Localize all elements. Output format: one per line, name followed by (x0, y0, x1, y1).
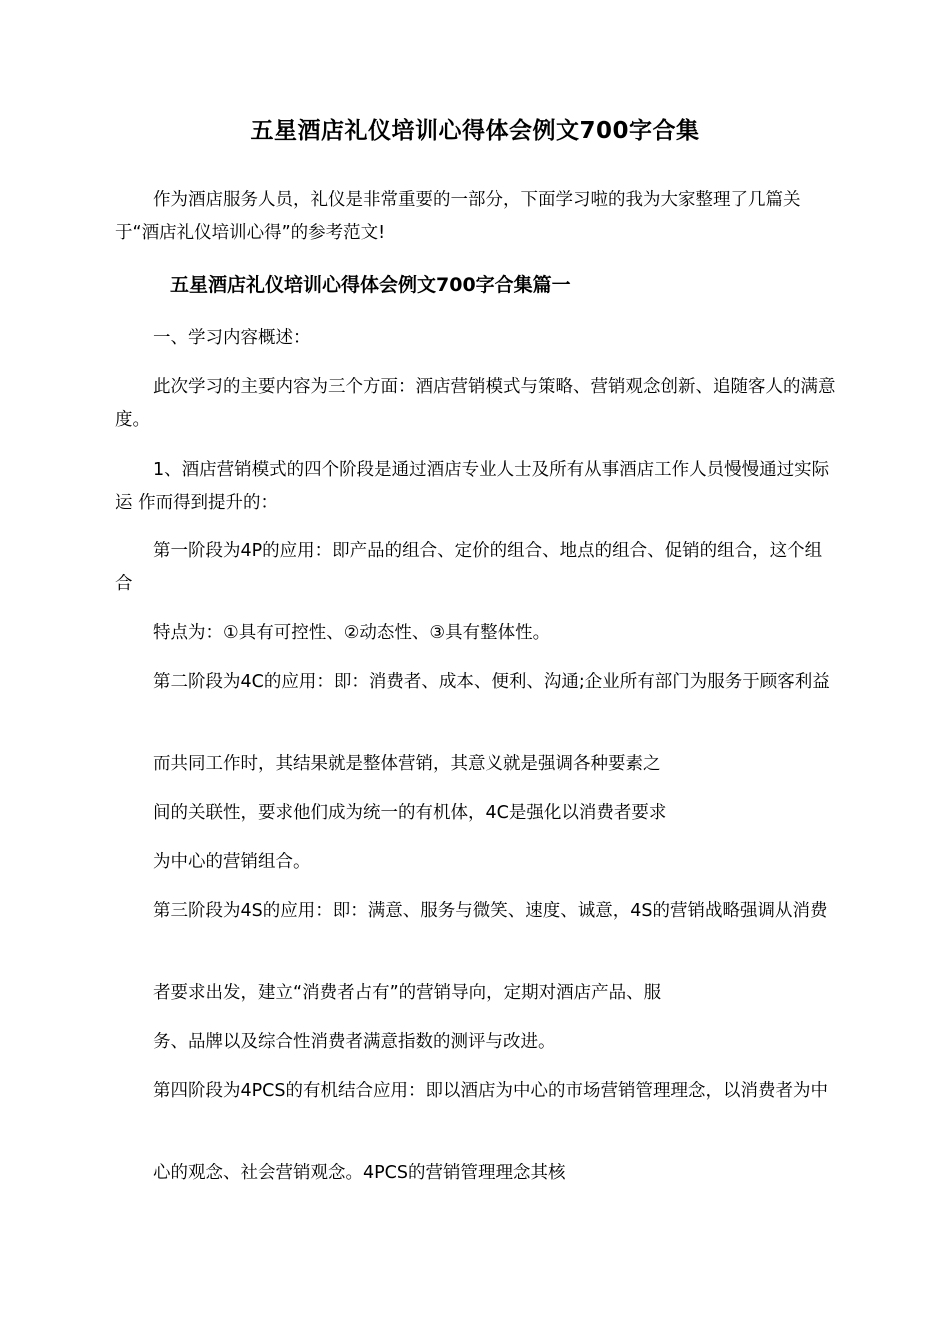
paragraph: 特点为：①具有可控性、②动态性、③具有整体性。 (153, 623, 551, 643)
paragraph: 心的观念、社会营销观念。4PCS的营销管理理念其核 (153, 1163, 566, 1183)
paragraph: 间的关联性，要求他们成为统一的有机体，4C是强化以消费者要求 (153, 803, 667, 823)
paragraph: 第三阶段为4S的应用：即：满意、服务与微笑、速度、诚意，4S的营销战略强调从消费 (153, 901, 828, 921)
paragraph: 务、品牌以及综合性消费者满意指数的测评与改进。 (153, 1032, 556, 1052)
section-title: 五星酒店礼仪培训心得体会例文700字合集篇一 (170, 274, 571, 296)
paragraph: 为中心的营销组合。 (153, 852, 311, 872)
paragraph: 此次学习的主要内容为三个方面：酒店营销模式与策略、营销观念创新、追随客人的满意度。 (115, 377, 836, 430)
document-title: 五星酒店礼仪培训心得体会例文700字合集 (250, 118, 700, 144)
paragraph: 1、酒店营销模式的四个阶段是通过酒店专业人士及所有从事酒店工作人员慢慢通过实际运 作而得到提升的： (115, 460, 830, 513)
paragraph: 第一阶段为4P的应用：即产品的组合、定价的组合、地点的组合、促销的组合，这个组合 (115, 541, 823, 594)
paragraph: 而共同工作时，其结果就是整体营销，其意义就是强调各种要素之 (153, 754, 661, 774)
paragraph: 者要求出发，建立“消费者占有”的营销导向，定期对酒店产品、服 (153, 983, 662, 1003)
paragraph: 第四阶段为4PCS的有机结合应用：即以酒店为中心的市场营销管理理念，以消费者为中 (153, 1081, 829, 1101)
intro-paragraph: 作为酒店服务人员，礼仪是非常重要的一部分，下面学习啦的我为大家整理了几篇关于“酒店礼仪培训心得”的参考范文! (115, 190, 801, 243)
paragraph: 一、学习内容概述： (153, 328, 311, 348)
paragraph: 第二阶段为4C的应用：即：消费者、成本、便利、沟通;企业所有部门为服务于顾客利益 (153, 672, 830, 692)
